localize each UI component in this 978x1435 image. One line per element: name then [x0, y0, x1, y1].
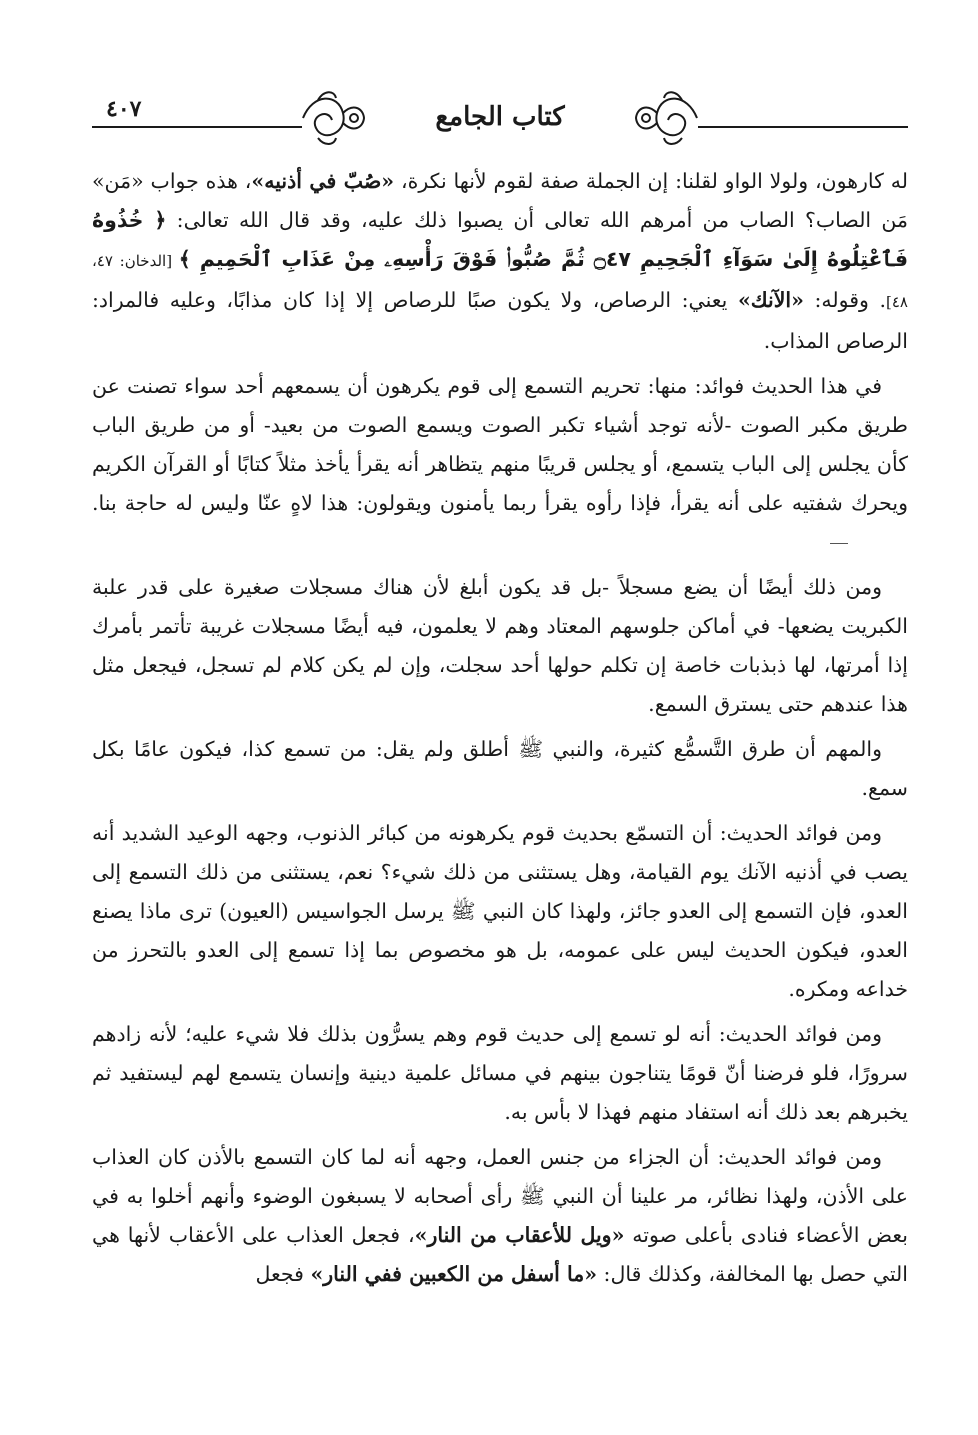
paragraph-text: في هذا الحديث فوائد: منها: تحريم التسمع إلى قوم يكرهون أن يسمعهم أحد سواء تصنت عن طريق مكبر الصوت -لأنه توجد أشياء تكبر الصوت ويسمع الصوت من بعيد- أو من طريق الباب كأن يجلس إلى الباب يتسمع، أو يجلس قريبًا منهم يتظاهر أنه يقرأ يأخذ مثلاً كتابًا أو القرآن الكريم ويحرك شفتيه على أنه يقرأ، فإذا رأوه يقرأ ربما يأمنون ويقولون: هذا لاهٍ عنّا وليس له حاجة بنا.: [92, 374, 908, 515]
paragraph: [92, 367, 908, 562]
paragraph-text: ومن فوائد الحديث: أنه لو تسمع إلى حديث قوم وهم يسرُّون بذلك فلا شيء عليه؛ لأنه زادهم سرورًا، فلو فرضنا أنّ قومًا يتناجون بينهم في مسائل علمية دينية وإنسان يتسمع لهم ليستفيد ثم يخبرهم بعد ذلك أنه استفاد منهم فهذا لا بأس به.: [92, 1022, 908, 1124]
header-rule-left: [92, 126, 302, 128]
hadith-quote: «صُبّ في أذنيه»: [251, 169, 395, 193]
verse-reference: [الدخان: ٤٧، ٤٨]: [92, 252, 908, 311]
paragraph-text: ومن فوائد الحديث: أن الجزاء من جنس العمل، وجهه أنه لما كان التسمع بالأذن كان العذاب على الأذن، ولهذا نظائر، مر علينا أن النبي ﷺ رأى أصحابه لا يسبغون الوضوء وأنهم أخلوا به في بعض الأعضاء فنادى بأعلى صوته: [92, 1145, 908, 1247]
paragraph-text: يعني: الرصاص، ولا يكون صبًا للرصاص إلا إذا كان مذابًا، وعليه فالمراد: الرصاص المذاب.: [92, 288, 908, 353]
paragraph-text: والمهم أن طرق التَّسمُّع كثيرة، والنبي ﷺ أطلق ولم يقل: من تسمع كذا، فيكون عامًا بكل سمع.: [92, 737, 908, 800]
paragraph-text: له كارهون، ولولا الواو لقلنا: إن الجملة صفة لقوم لأنها نكرة،: [394, 169, 909, 193]
paragraph: [92, 1015, 908, 1132]
paragraph-text: ، فجعل العذاب على الأعقاب لأنها هي التي حصل بها المخالفة، وكذلك قال:: [92, 1223, 908, 1286]
paragraph: [92, 814, 908, 1009]
paragraph-text: فجعل: [255, 1262, 311, 1286]
ornament-right-icon: [632, 88, 702, 148]
book-page: [92, 80, 908, 1410]
paragraph-text: ومن ذلك أيضًا أن يضع مسجلاً -بل قد يكون أبلغ لأن هناك مسجلات صغيرة على قدر علبة الكبريت يضعها- في أماكن جلوسهم المعتاد وهم لا يعلمون، فيه أيضًا مسجلات غريبة تأتمر بأمرك إذا أمرتها، لها ذبذبات خاصة إن تكلم حولها أحد سجلت، وإن لم يكن كلام لم تسجل، فيجعل مثل هذا عندهم حتى يسترق السمع.: [92, 575, 908, 716]
paragraph: [92, 730, 908, 808]
book-title: كتاب الجامع: [435, 102, 565, 132]
paragraph: [92, 162, 908, 361]
hadith-quote: «ويل للأعقاب من النار»: [414, 1223, 625, 1247]
quran-verse: ﴿ خُذُوهُ فَٱعْتِلُوهُ إِلَىٰ سَوَآءِ ٱلْجَحِيمِ ۝٤٧ ثُمَّ صُبُّوا۟ فَوْقَ رَأْسِهِۦ مِنْ عَذَابِ ٱلْحَمِيمِ ﴾: [92, 208, 908, 271]
paragraph-text: ومن فوائد الحديث: أن التسمّع بحديث قوم يكرهونه من كبائر الذنوب، وجهه الوعيد الشديد أنه يصب في أذنيه الآنك يوم القيامة، وهل يستثنى من ذلك شيء؟ نعم، يستثنى من ذلك التسمع إلى العدو، فإن التسمع إلى العدو جائز، ولهذا كان النبي ﷺ يرسل الجواسيس (العيون) ترى ماذا يصنع العدو، فيكون الحديث ليس على عمومه، بل هو مخصوص بما إذا تسمع إلى العدو بالتحرز من خداعه ومكره.: [92, 821, 908, 1001]
hadith-quote: «الآنك»: [737, 288, 804, 312]
page-header: [92, 80, 908, 162]
page-body: [92, 162, 908, 1294]
hadith-quote: «ما أسفل من الكعبين ففي النار»: [310, 1262, 598, 1286]
paragraph-text: . وقوله:: [803, 288, 887, 312]
paragraph: [92, 1138, 908, 1294]
paragraph: [92, 568, 908, 724]
header-rule-right: [698, 126, 908, 128]
paragraph-text: ، هذه جواب «مَن» مَن الصاب؟ الصاب من أمرهم الله تعالى أن يصبوا ذلك عليه، وقد قال الله تعالى:: [92, 169, 909, 232]
stray-mark: [830, 543, 848, 544]
page-number: ٤٠٧: [106, 96, 142, 122]
ornament-left-icon: [298, 88, 368, 148]
